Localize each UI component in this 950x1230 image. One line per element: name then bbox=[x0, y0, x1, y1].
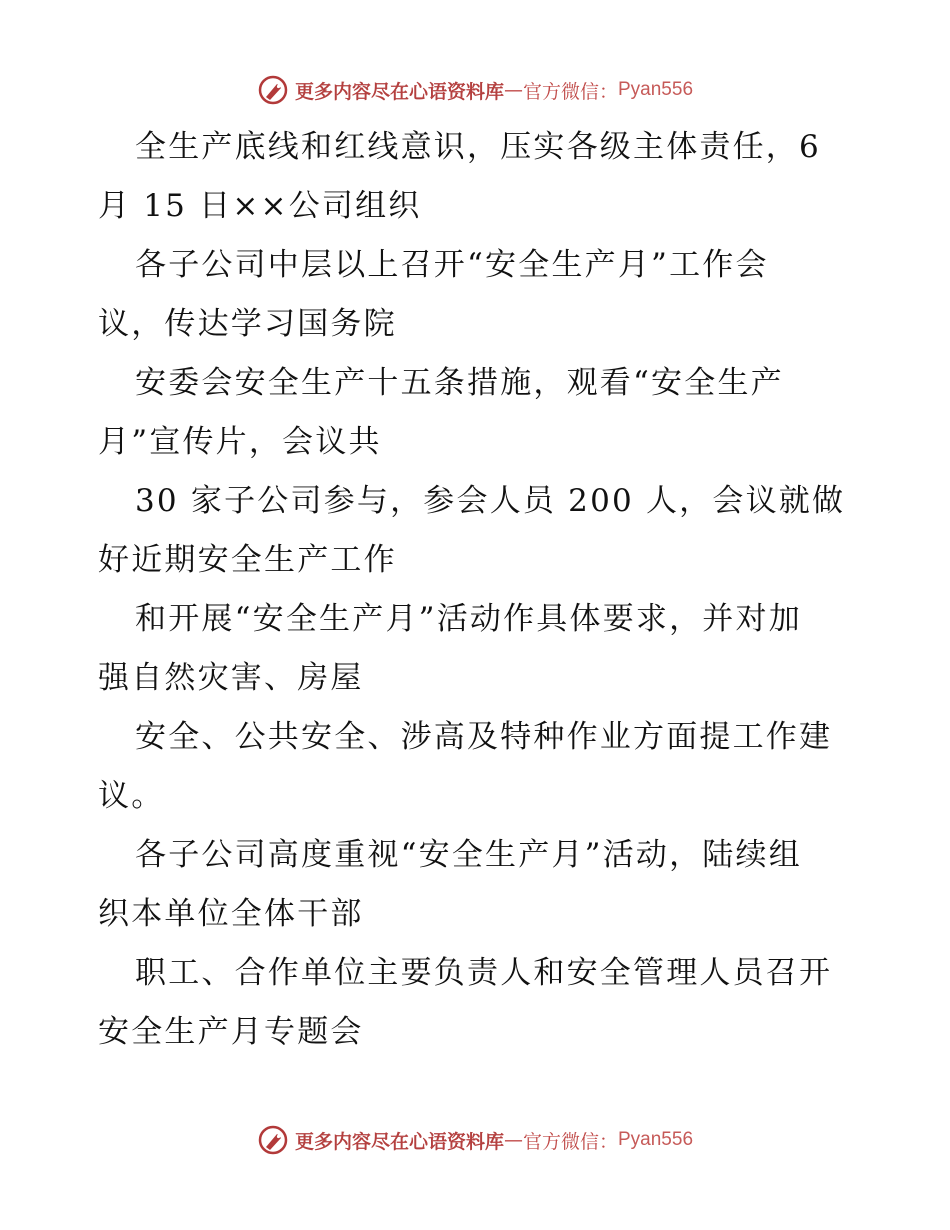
paragraph-line: 议。 bbox=[98, 778, 165, 814]
paragraph bbox=[98, 590, 858, 708]
paragraph-line: 好近期安全生产工作 bbox=[98, 542, 397, 578]
paragraph bbox=[98, 236, 858, 354]
paragraph-line: 议，传达学习国务院 bbox=[98, 306, 397, 342]
paragraph-line: 和开展“安全生产月”活动作具体要求，并对加 bbox=[135, 601, 802, 637]
banner-account-id: Pyan556 bbox=[618, 1129, 694, 1150]
paragraph-line: 月 15 日××公司组织 bbox=[98, 188, 422, 224]
paragraph-line: 织本单位全体干部 bbox=[98, 896, 364, 932]
paragraph-line: 职工、合作单位主要负责人和安全管理人员召开 bbox=[135, 955, 833, 991]
paragraph-line: 月”宣传片，会议共 bbox=[98, 424, 382, 460]
banner-account-id: Pyan556 bbox=[618, 79, 694, 100]
footer-watermark-banner bbox=[0, 1120, 950, 1160]
document-body bbox=[98, 118, 858, 1062]
paragraph-line: 各子公司中层以上召开“安全生产月”工作会 bbox=[135, 247, 769, 283]
banner-wechat-label: 官方微信： bbox=[522, 80, 618, 103]
paragraph-line: 安全生产月专题会 bbox=[98, 1014, 364, 1050]
paragraph-line: 30 家子公司参与，参会人员 200 人，会议就做 bbox=[135, 483, 846, 519]
header-watermark-banner bbox=[0, 70, 950, 110]
paragraph bbox=[98, 944, 858, 1062]
banner-separator: — bbox=[503, 1129, 523, 1151]
paragraph bbox=[98, 472, 858, 590]
paragraph bbox=[98, 708, 858, 826]
pen-nib-logo-icon bbox=[257, 74, 289, 106]
paragraph-line: 强自然灾害、房屋 bbox=[98, 660, 364, 696]
banner-wechat-label: 官方微信： bbox=[522, 1130, 618, 1153]
banner-separator: — bbox=[503, 79, 523, 101]
pen-nib-logo-icon bbox=[257, 1124, 289, 1156]
paragraph bbox=[98, 118, 858, 236]
banner-brand-text: 更多内容尽在心语资料库 bbox=[294, 1130, 504, 1153]
banner-brand-text: 更多内容尽在心语资料库 bbox=[294, 80, 504, 103]
paragraph-line: 各子公司高度重视“安全生产月”活动，陆续组 bbox=[135, 837, 802, 873]
paragraph-line: 全生产底线和红线意识，压实各级主体责任，6 bbox=[135, 129, 821, 165]
paragraph-line: 安委会安全生产十五条措施，观看“安全生产 bbox=[135, 365, 784, 401]
paragraph bbox=[98, 826, 858, 944]
paragraph bbox=[98, 354, 858, 472]
paragraph-line: 安全、公共安全、涉高及特种作业方面提工作建 bbox=[135, 719, 833, 755]
